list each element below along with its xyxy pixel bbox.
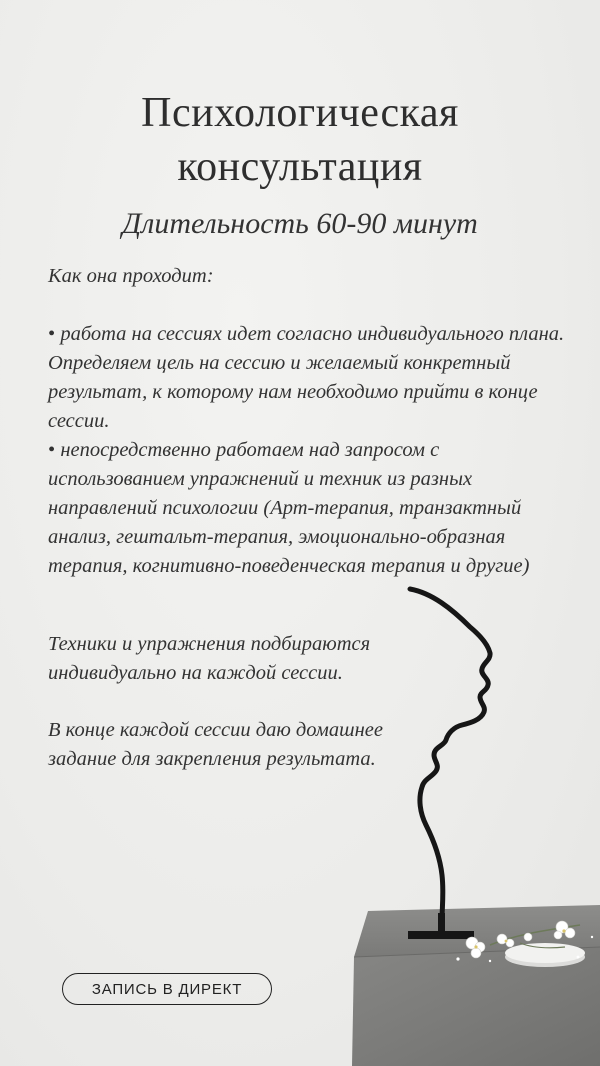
bullet-text-2: • непосредственно работаем над запросом с использованием упражнений и техник из разных направлений психологии (Арт-терапия, транзактный анализ, гештальт-терапия, эмоционально-образная терапия, когнитивно-поведенческая терапия и другие) — [48, 436, 568, 581]
intro-text: Как она проходит: — [48, 265, 214, 287]
face-profile-wire-sculpture — [410, 589, 490, 921]
page-title-line-1: Психологическая — [141, 90, 459, 136]
page-title-line-2: консультация — [177, 144, 423, 190]
bullet-text-1: • работа на сессиях идет согласно индивидуального плана. Определяем цель на сессию и желаемый конкретный результат, к которому нам необходимо прийти в конце сессии. — [48, 320, 568, 436]
techniques-text: Техники и упражнения подбираются индивидуально на каждой сессии. — [48, 633, 371, 684]
bullet-item-1 — [48, 320, 568, 436]
direct-booking-button[interactable]: ЗАПИСЬ В ДИРЕКТ — [62, 973, 272, 1005]
sculpture-illustration — [330, 575, 600, 1066]
page-title — [0, 86, 600, 194]
homework-text: В конце каждой сессии даю домашнее задание для закрепления результата. — [48, 719, 383, 770]
duration-subtitle: Длительность 60-90 минут — [122, 207, 478, 240]
bullet-item-2 — [48, 436, 568, 581]
